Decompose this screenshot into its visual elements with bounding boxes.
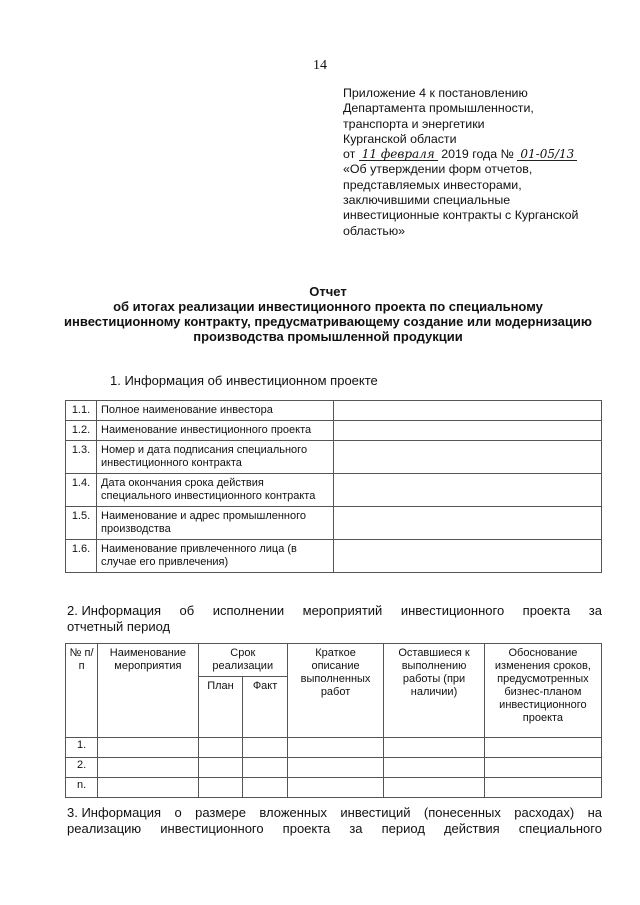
- activity-row: [66, 758, 602, 778]
- col-remaining-header: Оставшиеся к выполнению работы (при наличии): [384, 644, 485, 738]
- heading-word: за: [588, 603, 602, 618]
- col-num-header: № п/п: [66, 644, 98, 738]
- section3-word: специального: [518, 821, 602, 836]
- title-line: об итогах реализации инвестиционного проекта по специальному: [113, 299, 543, 314]
- section3-word: вложенных: [259, 805, 327, 820]
- activity-row-number: 2.: [66, 758, 98, 778]
- activity-row-number: 1.: [66, 738, 98, 758]
- activities-table: [65, 643, 602, 798]
- section3-word: за: [349, 821, 363, 836]
- col-description-header: Краткое описание выполненных работ: [287, 644, 383, 738]
- col-fact-header: Факт: [243, 677, 288, 738]
- page-number: 14: [313, 58, 327, 73]
- activity-cell[interactable]: [484, 758, 601, 778]
- info-row-label: Полное наименование инвестора: [97, 401, 334, 421]
- section3-word: размере: [195, 805, 246, 820]
- activity-cell[interactable]: [484, 738, 601, 758]
- heading-word: инвестиционного: [400, 603, 505, 618]
- section1-heading: 1. Информация об инвестиционном проекте: [110, 373, 378, 388]
- activity-row-number: n.: [66, 778, 98, 798]
- activity-cell[interactable]: [287, 758, 383, 778]
- activity-cell[interactable]: [243, 738, 288, 758]
- activity-cell[interactable]: [243, 758, 288, 778]
- info-row-label: Номер и дата подписания специального инвестиционного контракта: [97, 441, 334, 474]
- section3-word: реализацию: [67, 821, 142, 836]
- section3-word: период: [381, 821, 425, 836]
- section2-heading: [67, 603, 602, 635]
- info-row: [66, 401, 602, 421]
- date-prefix: от: [343, 147, 356, 162]
- appendix-subject: представляемых инвесторами,: [343, 177, 522, 192]
- activity-cell[interactable]: [384, 778, 485, 798]
- heading-word: 2. Информация: [67, 603, 162, 618]
- appendix-subject: заключившими специальные: [343, 193, 511, 208]
- activity-cell[interactable]: [98, 758, 199, 778]
- title-line: производства промышленной продукции: [193, 329, 463, 344]
- handwritten-number: 01-05/13: [517, 148, 577, 161]
- info-row-number: 1.6.: [66, 540, 97, 573]
- section3-word: проекта: [282, 821, 331, 836]
- appendix-subject: «Об утверждении форм отчетов,: [343, 162, 533, 177]
- info-row-number: 1.3.: [66, 441, 97, 474]
- activity-cell[interactable]: [98, 778, 199, 798]
- activity-row: [66, 738, 602, 758]
- section3-word: 3. Информация: [67, 805, 162, 820]
- heading-word: исполнении: [212, 603, 285, 618]
- info-row-label: Наименование привлеченного лица (в случае его привлечения): [97, 540, 334, 573]
- activity-row: [66, 778, 602, 798]
- activity-cell[interactable]: [484, 778, 601, 798]
- info-row-value[interactable]: [334, 401, 602, 421]
- col-term-header: Срок реализации: [198, 644, 287, 677]
- info-row-value[interactable]: [334, 421, 602, 441]
- appendix-block: [343, 86, 618, 239]
- activity-cell[interactable]: [198, 738, 243, 758]
- activity-cell[interactable]: [384, 758, 485, 778]
- col-name-header: Наименование мероприятия: [98, 644, 199, 738]
- info-row-value[interactable]: [334, 507, 602, 540]
- section2-heading-tail: отчетный период: [67, 619, 171, 634]
- info-row-value[interactable]: [334, 441, 602, 474]
- section3-word: на: [587, 805, 602, 820]
- appendix-line: Курганской области: [343, 131, 457, 146]
- info-row: [66, 441, 602, 474]
- info-row-number: 1.1.: [66, 401, 97, 421]
- section3-word: инвестиций: [340, 805, 411, 820]
- col-plan-header: План: [198, 677, 243, 738]
- section3-word: (понесенных: [423, 805, 501, 820]
- activity-cell[interactable]: [198, 778, 243, 798]
- activity-cell[interactable]: [198, 758, 243, 778]
- info-row-number: 1.5.: [66, 507, 97, 540]
- col-justification-header: Обоснование изменения сроков, предусмотренных бизнес-планом инвестиционного проекта: [484, 644, 601, 738]
- info-row-number: 1.4.: [66, 474, 97, 507]
- section3-word: инвестиционного: [160, 821, 264, 836]
- appendix-subject: инвестиционные контракты с Курганской: [343, 208, 579, 223]
- section3-word: расходах): [514, 805, 575, 820]
- report-title: [48, 284, 608, 344]
- info-row: [66, 507, 602, 540]
- heading-word: мероприятий: [302, 603, 383, 618]
- heading-word: проекта: [522, 603, 571, 618]
- title-line: инвестиционному контракту, предусматривающему создание или модернизацию: [64, 314, 592, 329]
- section3-word: о: [174, 805, 182, 820]
- section3-word: действия: [443, 821, 500, 836]
- info-row-label: Дата окончания срока действия специального инвестиционного контракта: [97, 474, 334, 507]
- appendix-line: Приложение 4 к постановлению: [343, 86, 528, 100]
- date-year: 2019 года №: [441, 147, 514, 162]
- activity-cell[interactable]: [287, 778, 383, 798]
- activity-cell[interactable]: [287, 738, 383, 758]
- info-row-label: Наименование и адрес промышленного производства: [97, 507, 334, 540]
- appendix-line: транспорта и энергетики: [343, 116, 485, 131]
- handwritten-date: 11 февраля: [359, 148, 438, 161]
- section3-text: [67, 805, 602, 837]
- info-row: [66, 540, 602, 573]
- activity-cell[interactable]: [243, 778, 288, 798]
- project-info-table: [65, 400, 602, 573]
- info-row: [66, 474, 602, 507]
- appendix-date-line: [343, 147, 618, 162]
- appendix-subject: областью»: [343, 223, 406, 238]
- heading-word: об: [179, 603, 195, 618]
- info-row-value[interactable]: [334, 474, 602, 507]
- info-row-label: Наименование инвестиционного проекта: [97, 421, 334, 441]
- info-row: [66, 421, 602, 441]
- appendix-line: Департамента промышленности,: [343, 101, 534, 116]
- info-row-value[interactable]: [334, 540, 602, 573]
- activity-cell[interactable]: [384, 738, 485, 758]
- info-row-number: 1.2.: [66, 421, 97, 441]
- title-line: Отчет: [309, 284, 347, 299]
- activity-cell[interactable]: [98, 738, 199, 758]
